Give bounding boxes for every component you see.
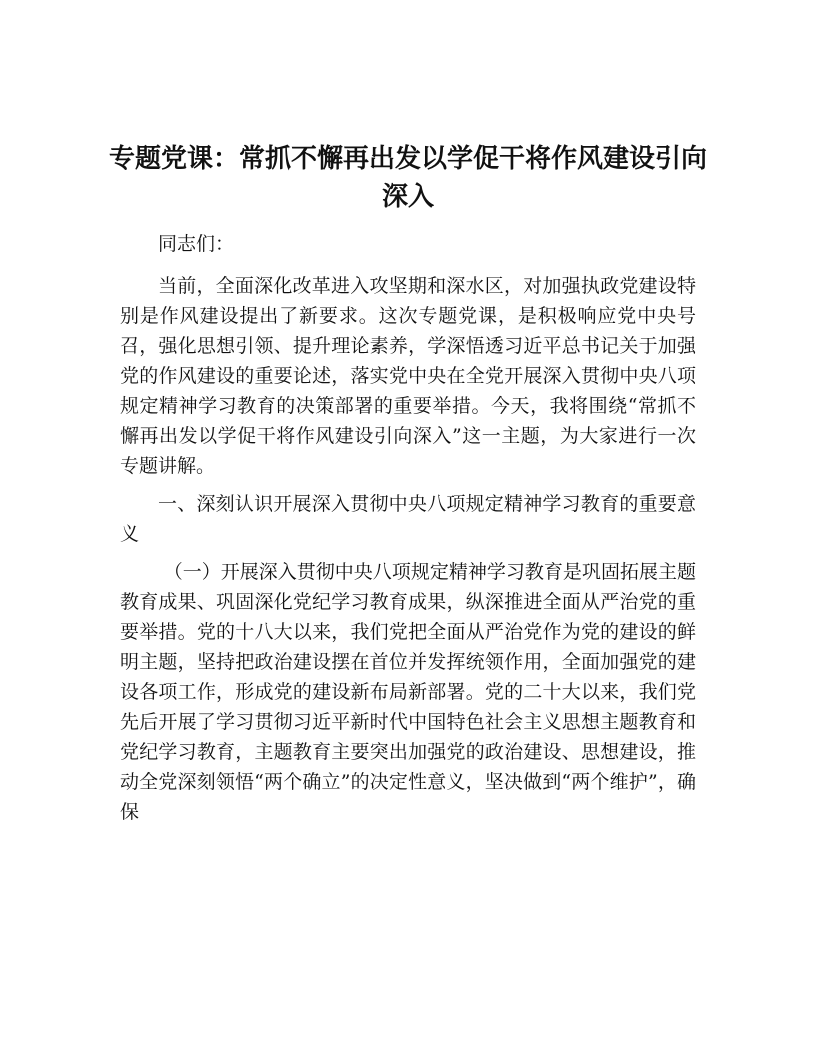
document-title: 专题党课：常抓不懈再出发以学促干将作风建设引向深入 (108, 144, 707, 212)
intro-paragraph: 当前，全面深化改革进入攻坚期和深水区，对加强执政党建设特别是作风建设提出了新要求。这次专题党课，是积极响应党中央号召，强化思想引领、提升理论素养，学深悟透习近平总书记关于加强党的作风建设的重要论述，落实党中央在全党开展深入贯彻中央八项规定精神学习教育的决策部署的重要举措。今天，我将围绕“常抓不懈再出发以学促干将作风建设引向深入”这一主题，为大家进行一次专题讲解。 (120, 275, 696, 477)
document-body (120, 229, 696, 835)
subsection-paragraph-1: （一）开展深入贯彻中央八项规定精神学习教育是巩固拓展主题教育成果、巩固深化党纪学习教育成果，纵深推进全面从严治党的重要举措。党的十八大以来，我们党把全面从严治党作为党的建设的鲜明主题，坚持把政治建设摆在首位并发挥统领作用，全面加强党的建设各项工作，形成党的建设新布局新部署。党的二十大以来，我们党先后开展了学习贯彻习近平新时代中国特色社会主义思想主题教育和党纪学习教育，主题教育主要突出加强党的政治建设、思想建设，推动全党深刻领悟“两个确立”的决定性意义，坚决做到“两个维护”，确保 (120, 561, 696, 823)
greeting: 同志们： (158, 233, 235, 255)
section-heading-1: 一、深刻认识开展深入贯彻中央八项规定精神学习教育的重要意义 (120, 493, 696, 545)
